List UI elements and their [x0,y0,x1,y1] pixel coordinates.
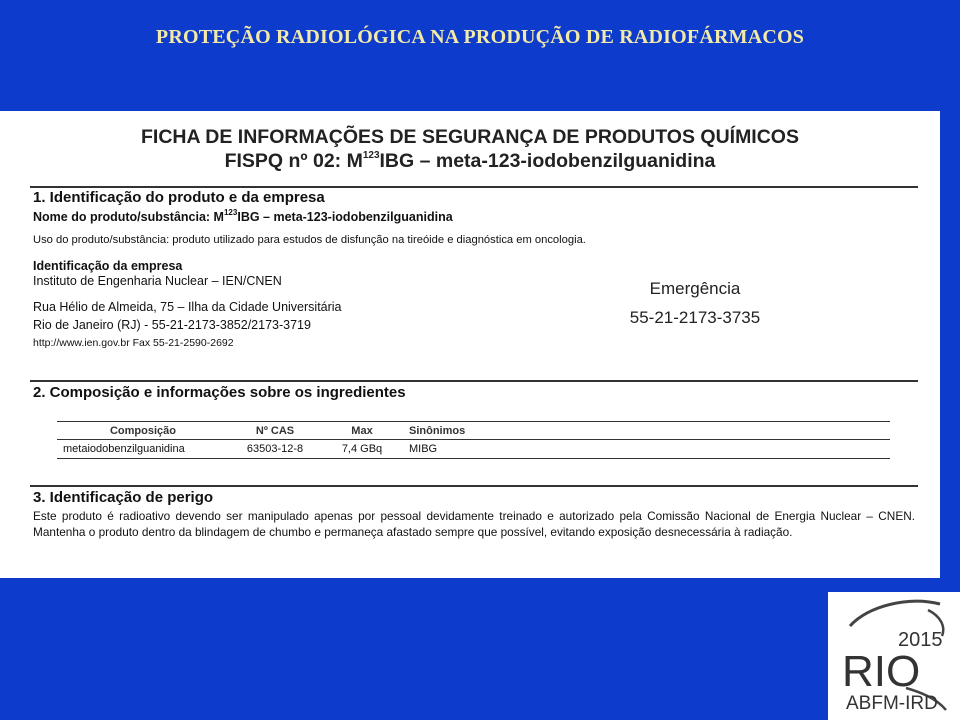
section3-title: 3. Identificação de perigo [33,489,214,506]
column-header: Nº CAS [229,422,321,440]
section2-title: 2. Composição e informações sobre os ingredientes [33,384,406,401]
table-header-row [57,422,890,440]
logo-city: RIO [842,647,921,696]
company-heading: Identificação da empresa [33,259,183,273]
table-cell: 63503-12-8 [229,440,321,459]
logo-swoosh [850,601,940,626]
column-header: Sinônimos [403,422,890,440]
table-cell: metaiodobenzilguanidina [57,440,229,459]
column-header: Max [321,422,403,440]
event-logo [828,592,960,720]
divider [30,380,918,382]
document-subtitle: FISPQ nº 02: $M^{123}IBG$ – meta-123-iodobenzilguanidina [224,150,716,172]
company-address: Rua Hélio de Almeida, 75 – Ilha da Cidade Universitária [33,300,342,314]
hazard-text: Este produto é radioativo devendo ser manipulado apenas por pessoal devidamente treinado e autorizado pela Comissão Nacional de Energia Nuclear – CNEN. Mantenha o produto dentro da blindagem de chumbo e permaneça afastado sempre que possível, evitando exposição desnecessária à radiação. [33,509,915,539]
product-name: Nome do produto/substância: $M^{123}IBG$ – meta-123-iodobenzilguanidina [33,208,453,224]
table-row [57,440,890,459]
company-city-phone: Rio de Janeiro (RJ) - 55-21-2173-3852/2173-3719 [33,318,311,332]
column-header: Composição [57,422,229,440]
emergency-phone: 55-21-2173-3735 [629,308,761,327]
document-sheet [0,111,940,578]
emergency-label: Emergência [649,279,741,298]
table-cell: 7,4 GBq [321,440,403,459]
section1-title: 1. Identificação do produto e da empresa [33,189,325,206]
logo-graphic [828,592,960,720]
divider [30,186,918,188]
document-title: FICHA DE INFORMAÇÕES DE SEGURANÇA DE PRODUTOS QUÍMICOS [141,126,799,148]
slide-title: PROTEÇÃO RADIOLÓGICA NA PRODUÇÃO DE RADIOFÁRMACOS [155,26,805,48]
table-cell: MIBG [403,440,890,459]
product-use: Uso do produto/substância: produto utilizado para estudos de disfunção na tireóide e diagnóstica em oncologia. [33,234,586,246]
divider [30,485,918,487]
composition-table [57,421,890,459]
company-name: Instituto de Engenharia Nuclear – IEN/CNEN [33,274,282,288]
logo-year: 2015 [898,629,943,651]
company-web-fax: http://www.ien.gov.br Fax 55-21-2590-2692 [33,337,234,349]
logo-org: ABFM-IRD [846,693,938,714]
